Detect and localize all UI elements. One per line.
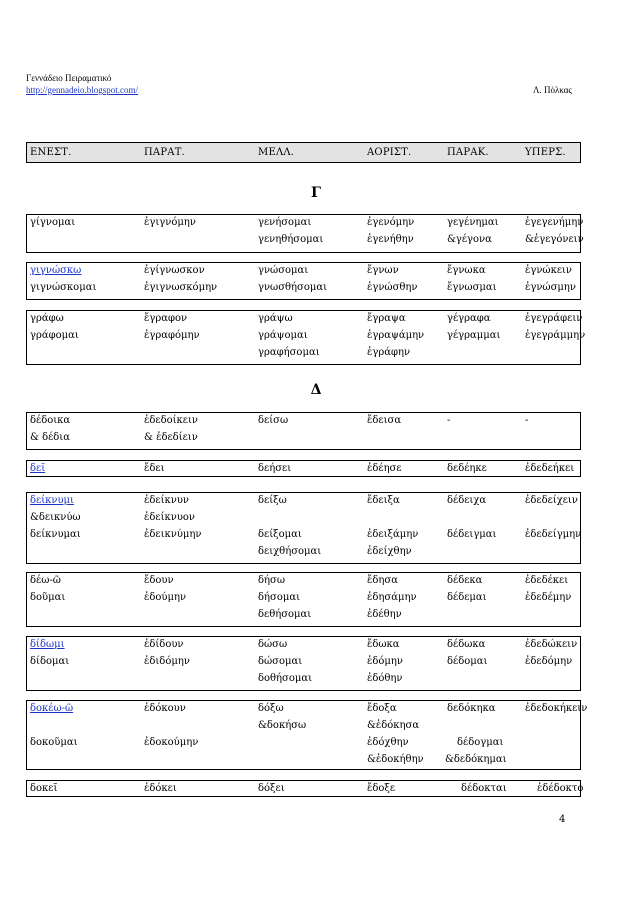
cell-perfect: - [447, 415, 451, 426]
cell-pluperfect: ἐδεδεήκει [525, 463, 575, 474]
cell-pluperfect: ἐγεγράφειν [525, 313, 583, 324]
cell-perfect: δέδοκται [461, 783, 507, 794]
cell-present[interactable]: γιγνώσκω [30, 265, 82, 276]
cell-present[interactable]: δείκνυμι [30, 495, 74, 506]
cell-future: γνωσθήσομαι [258, 282, 328, 293]
cell-aorist: ἔδοξε [367, 783, 396, 794]
cell-imperfect: ἐδείκνυν [144, 495, 189, 506]
cell-aorist: ἐγνώσθην [367, 282, 418, 293]
cell-pluperfect: ἐγεγράμμην [525, 330, 586, 341]
cell-perfect: δέδεκα [447, 575, 483, 586]
cell-imperfect: ἐδεδοίκειν [144, 415, 198, 426]
page-header [26, 72, 138, 96]
cell-perfect: δέδεμαι [447, 592, 487, 603]
verb-row [27, 529, 580, 545]
cell-pluperfect: ἐγεγενήμην [525, 217, 584, 228]
cell-aorist: ἐδέθην [367, 609, 402, 620]
section-letter-gamma: Γ [311, 185, 321, 201]
cell-imperfect: ἐγιγνωσκόμην [144, 282, 218, 293]
cell-present: δοκεῖ [30, 783, 58, 794]
cell-future: γνώσομαι [258, 265, 309, 276]
column-head-future: ΜΕΛΛ. [258, 147, 295, 158]
cell-present: δέδοικα [30, 415, 71, 426]
cell-imperfect: ἔδει [144, 463, 165, 474]
cell-future: δόξει [258, 783, 285, 794]
cell-future: δείξομαι [258, 529, 302, 540]
page-number: 4 [559, 814, 566, 825]
verb-row [27, 720, 580, 736]
cell-imperfect: ἐδοκούμην [144, 737, 199, 748]
verb-group [26, 460, 581, 477]
verb-group [26, 700, 588, 770]
verb-group [26, 214, 584, 253]
cell-perfect: &δεδόκημαι [445, 754, 507, 765]
cell-aorist: ἔγνων [367, 265, 399, 276]
verb-row [27, 783, 584, 799]
cell-aorist: ἔγραψα [367, 313, 406, 324]
cell-pluperfect: &ἐγεγόνειν [525, 234, 584, 245]
section-letter-delta: Δ [310, 382, 322, 398]
cell-future: δόξω [258, 703, 284, 714]
cell-future: δώσομαι [258, 656, 303, 667]
cell-perfect: δέδωκα [447, 639, 486, 650]
site-url-link[interactable]: http://gennadeio.blogspot.com/ [26, 85, 138, 95]
cell-future: δείσω [258, 415, 289, 426]
cell-imperfect: ἐγίγνωσκον [144, 265, 205, 276]
verb-row [27, 330, 586, 346]
cell-perfect: γέγραμμαι [447, 330, 501, 341]
cell-imperfect: ἐδείκνυον [144, 512, 195, 523]
cell-present: δοκοῦμαι [30, 737, 78, 748]
cell-future: γράψω [258, 313, 293, 324]
cell-pluperfect: ἐδέδοκτο [537, 783, 584, 794]
verb-row [27, 234, 584, 250]
cell-future: δώσω [258, 639, 288, 650]
verb-row [27, 432, 580, 448]
cell-future: δειχθήσομαι [258, 546, 322, 557]
cell-future: δεθήσομαι [258, 609, 312, 620]
cell-perfect: δέδομαι [447, 656, 488, 667]
cell-future: γράψομαι [258, 330, 308, 341]
cell-perfect: δέδειγμαι [447, 529, 497, 540]
verb-row [27, 313, 583, 329]
cell-perfect: δέδογμαι [457, 737, 504, 748]
cell-future: &δοκήσω [258, 720, 307, 731]
cell-present: γίγνομαι [30, 217, 76, 228]
cell-aorist: ἔδειξα [367, 495, 400, 506]
cell-pluperfect: ἐδεδοκήκειν [525, 703, 588, 714]
verb-row [27, 592, 580, 608]
cell-present: & δέδια [30, 432, 70, 443]
cell-aorist: ἐδόμην [367, 656, 403, 667]
cell-present: δέω-ῶ [30, 575, 61, 586]
cell-present: γράφω [30, 313, 64, 324]
cell-aorist: ἐδείχθην [367, 546, 412, 557]
cell-imperfect: ἐδόκουν [144, 703, 186, 714]
cell-future: γενήσομαι [258, 217, 312, 228]
verb-row [27, 415, 580, 431]
cell-aorist: ἐδόθην [367, 673, 403, 684]
cell-aorist: ἔδωκα [367, 639, 400, 650]
verb-row [27, 347, 580, 363]
verb-group [26, 572, 581, 627]
column-head-present: ΕΝΕΣΤ. [30, 147, 72, 158]
cell-aorist: &ἐδόκησα [367, 720, 420, 731]
cell-perfect: ἔγνωκα [447, 265, 486, 276]
author-name: Λ. Πόλκας [532, 85, 572, 95]
cell-present: δίδομαι [30, 656, 70, 667]
cell-imperfect: ἐδόκει [144, 783, 177, 794]
verb-group [26, 492, 581, 564]
cell-aorist: ἐδησάμην [367, 592, 417, 603]
cell-aorist: ἐγενόμην [367, 217, 415, 228]
cell-perfect: γέγραφα [447, 313, 491, 324]
cell-aorist: ἔδοξα [367, 703, 397, 714]
cell-pluperfect: ἐδεδείγμην [525, 529, 582, 540]
verb-row [27, 217, 584, 233]
verb-row [27, 282, 580, 298]
cell-present: δείκνυμαι [30, 529, 81, 540]
cell-future: γραφήσομαι [258, 347, 320, 358]
cell-imperfect: ἔδουν [144, 575, 174, 586]
cell-imperfect: ἐδεικνύμην [144, 529, 202, 540]
cell-perfect: &γέγονα [447, 234, 492, 245]
cell-future: δεήσει [258, 463, 292, 474]
cell-aorist: ἐδειξάμην [367, 529, 419, 540]
cell-future: δοθήσομαι [258, 673, 313, 684]
cell-imperfect: ἔγραφον [144, 313, 188, 324]
cell-present: &δεικνύω [30, 512, 81, 523]
verb-row [27, 754, 580, 770]
cell-pluperfect: ἐγνώσμην [525, 282, 576, 293]
verb-row [27, 495, 580, 511]
cell-aorist: ἐγενήθην [367, 234, 414, 245]
site-name: Γεννάδειο Πειραματικό [26, 73, 112, 83]
verb-row [27, 673, 580, 689]
cell-future: γενηθήσομαι [258, 234, 324, 245]
cell-present[interactable]: δίδωμι [30, 639, 65, 650]
cell-aorist: ἐδόχθην [367, 737, 409, 748]
verb-group [26, 780, 584, 797]
cell-perfect: γεγένημαι [447, 217, 499, 228]
cell-perfect: δεδέηκε [447, 463, 487, 474]
cell-imperfect: ἐδούμην [144, 592, 187, 603]
verb-row [27, 737, 580, 753]
cell-present[interactable]: δεῖ [30, 463, 46, 474]
cell-present: γιγνώσκομαι [30, 282, 97, 293]
cell-pluperfect: ἐδεδείχειν [525, 495, 578, 506]
verb-group [26, 310, 586, 365]
column-head-perfect: ΠΑΡΑΚ. [447, 147, 489, 158]
cell-aorist: ἐδέησε [367, 463, 402, 474]
cell-aorist: ἔδησα [367, 575, 398, 586]
cell-aorist: &ἐδοκήθην [367, 754, 424, 765]
cell-perfect: δεδόκηκα [447, 703, 496, 714]
cell-pluperfect: ἐδεδέκει [525, 575, 569, 586]
column-head-pluperfect: ΥΠΕΡΣ. [525, 147, 566, 158]
cell-aorist: ἐγραψάμην [367, 330, 425, 341]
cell-imperfect: ἐγραφόμην [144, 330, 200, 341]
verb-row [27, 609, 580, 625]
cell-imperfect: ἐδίδουν [144, 639, 184, 650]
verb-row [27, 575, 580, 591]
verb-group [26, 636, 581, 691]
verb-row [27, 656, 580, 672]
cell-present: δοῦμαι [30, 592, 66, 603]
cell-pluperfect: - [525, 415, 529, 426]
verb-row [27, 546, 580, 562]
column-header-bar [26, 142, 581, 163]
verb-group [26, 262, 581, 300]
cell-aorist: ἔδεισα [367, 415, 402, 426]
cell-future: δείξω [258, 495, 287, 506]
cell-aorist: ἐγράφην [367, 347, 411, 358]
cell-imperfect: ἐγιγνόμην [144, 217, 196, 228]
cell-future: δήσω [258, 575, 285, 586]
cell-imperfect: & ἐδεδίειν [144, 432, 198, 443]
cell-pluperfect: ἐδεδώκειν [525, 639, 578, 650]
column-head-aorist: ΑΟΡΙΣΤ. [367, 147, 412, 158]
cell-pluperfect: ἐδεδέμην [525, 592, 572, 603]
verb-row [27, 639, 580, 655]
cell-perfect: ἔγνωσμαι [447, 282, 497, 293]
column-head-imperfect: ΠΑΡΑΤ. [144, 147, 185, 158]
cell-perfect: δέδειχα [447, 495, 487, 506]
verb-group [26, 412, 581, 450]
cell-pluperfect: ἐγνώκειν [525, 265, 573, 276]
verb-row [27, 512, 580, 528]
cell-present[interactable]: δοκέω-ῶ [30, 703, 74, 714]
cell-pluperfect: ἐδεδόμην [525, 656, 573, 667]
cell-imperfect: ἐδιδόμην [144, 656, 190, 667]
cell-future: δήσομαι [258, 592, 301, 603]
verb-row [27, 265, 580, 281]
verb-row [27, 703, 588, 719]
verb-row [27, 463, 580, 479]
cell-present: γράφομαι [30, 330, 79, 341]
